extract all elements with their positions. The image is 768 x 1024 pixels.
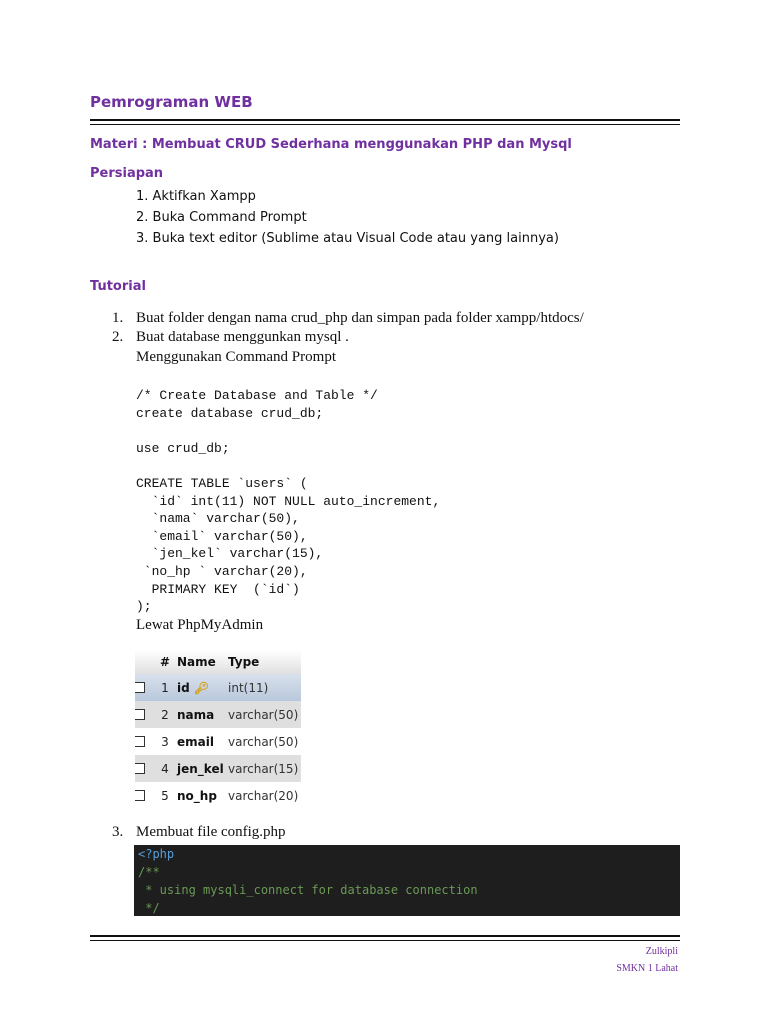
row-name: no_hp [177,788,217,803]
row-num: 1 [161,680,169,695]
sql-code-block: /* Create Database and Table */ create database crud_db; use crud_db; CREATE TABLE `users` ( `id` int(11) NOT NULL auto_increment, `nama` varchar(50), `email` varchar(50), `jen_kel` varchar(15), `no_hp ` varchar(20), PRIMARY KEY (`id`) ); [136,388,441,615]
code-line: /** [138,865,160,879]
footer-author: Zulkipli [645,946,678,957]
table-row[interactable] [135,674,301,701]
code-line: <?php [138,847,175,861]
step-text: Membuat file config.php [136,824,286,840]
table-row[interactable] [135,782,301,809]
column-header-name: Name [177,655,216,669]
column-header-num: # [159,655,171,669]
footer-divider [90,935,680,937]
footer-school: SMKN 1 Lahat [616,963,678,974]
footer-divider-thin [90,940,680,941]
persiapan-list [136,187,559,250]
table-row[interactable] [135,755,301,782]
step-3 [112,824,286,841]
table-header [135,650,301,674]
field-name: id [177,680,190,695]
step-number: 2. [112,329,124,345]
config-code-block [134,845,680,916]
table-row[interactable] [135,728,301,755]
step-1 [112,310,584,327]
primary-key-icon: 🔑︎ [193,680,209,695]
header-divider-thin [90,124,680,125]
row-type: varchar(50) [228,707,299,722]
row-name: jen_kel [177,761,224,776]
row-name: email [177,734,214,749]
row-num: 2 [161,707,169,722]
row-type: varchar(20) [228,788,299,803]
row-num: 4 [161,761,169,776]
row-checkbox[interactable] [135,736,145,747]
list-item: 2. Buka Command Prompt [136,210,307,225]
row-num: 5 [161,788,169,803]
persiapan-heading: Persiapan [90,166,164,181]
code-line: * using mysqli_connect for database connection [138,883,478,897]
step-text: Buat folder dengan nama crud_php dan simpan pada folder xampp/htdocs/ [136,310,584,326]
phpmyadmin-structure-table [135,650,301,809]
step-text: Buat database menggunkan mysql . [136,329,349,345]
row-type: varchar(50) [228,734,299,749]
code-line: */ [138,901,160,915]
row-type: varchar(15) [228,761,299,776]
page-title: Pemrograman WEB [90,93,253,111]
row-name [177,681,228,695]
row-checkbox[interactable] [135,763,145,774]
row-name: nama [177,707,215,722]
row-num: 3 [161,734,169,749]
row-checkbox[interactable] [135,682,145,693]
cmd-label: Menggunakan Command Prompt [136,349,336,365]
table-row[interactable] [135,701,301,728]
step-number: 1. [112,310,124,326]
step-2 [112,329,349,346]
subtitle: Materi : Membuat CRUD Sederhana menggunakan PHP dan Mysql [90,137,572,152]
tutorial-heading: Tutorial [90,279,146,294]
header-divider [90,119,680,121]
list-item: 3. Buka text editor (Sublime atau Visual Code atau yang lainnya) [136,231,559,246]
row-checkbox[interactable] [135,709,145,720]
column-header-type: Type [228,655,260,669]
step-number: 3. [112,824,124,840]
pma-label: Lewat PhpMyAdmin [136,617,264,633]
row-type: int(11) [228,680,269,695]
row-checkbox[interactable] [135,790,145,801]
list-item: 1. Aktifkan Xampp [136,189,256,204]
